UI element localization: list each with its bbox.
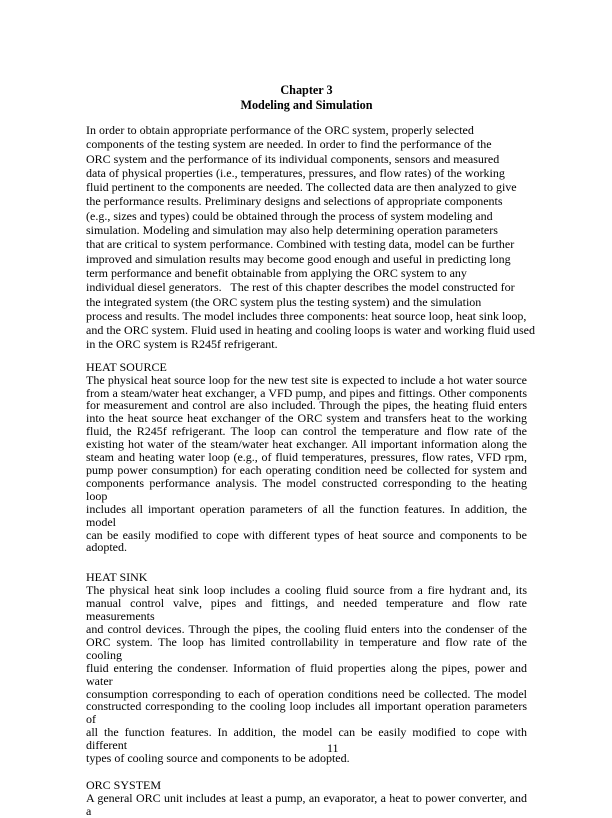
text-line: consumption corresponding to each of operation conditions need be collected. The model [86,686,527,701]
text-line: simulation. Modeling and simulation may also help determining operation parameters [86,223,498,238]
text-line: all the function features. In addition, the model can be easily modified to cope with different [86,725,527,753]
text-line: and the ORC system. Fluid used in heating and cooling loops is water and working fluid used [86,323,535,338]
text-line: includes all important operation parameters of all the function features. In addition, the model [86,501,527,529]
text-line: constructed corresponding to the cooling loop includes all important operation parameters of [86,699,527,727]
text-line: and control devices. Through the pipes, the cooling fluid enters into the condenser of the [86,621,527,636]
text-line: In order to obtain appropriate performance of the ORC system, properly selected [86,123,474,137]
page-content [86,83,535,818]
section-heat-sink [86,571,527,765]
chapter-heading-block [86,83,527,113]
text-line: ORC system and the performance of its individual components, sensors and measured [86,151,500,166]
text-line: fluid entering the condenser. Information of fluid properties along the pipes, power and water [86,660,527,688]
text-line: manual control valve, pipes and fittings, and needed temperature and flow rate measurements [86,596,527,624]
text-line: into the heat source heat exchanger of the ORC system and transfers heat to the working [86,411,527,426]
text-line: ORC system. The loop has limited controllability in temperature and flow rate of the cooling [86,634,527,662]
text-line: data of physical properties (i.e., temperatures, pressures, and flow rates) of the working [86,165,505,180]
intro-paragraph [86,123,535,352]
text-line: for measurement and control are also included. Through the pipes, the heating fluid enters [86,398,527,413]
text-line: the integrated system (the ORC system plus the testing system) and the simulation [86,294,482,309]
text-line: can be easily modified to cope with different types of heat source and components to be [86,527,527,542]
text-line: components of the testing system are needed. In order to find the performance of the [86,137,492,152]
section-heading: HEAT SOURCE [86,359,167,374]
chapter-title: Chapter 3 [280,83,333,97]
text-line: A general ORC unit includes at least a pump, an evaporator, a heat to power converter, and a [86,790,527,818]
text-line: fluid, the R245f refrigerant. The loop can control the temperature and flow rate of the [86,424,527,439]
text-line: The physical heat source loop for the new test site is expected to include a hot water source [86,372,527,387]
text-line: pump power consumption) for each operating condition need be collected for system and [86,463,527,477]
chapter-subtitle: Modeling and Simulation [240,98,373,112]
text-line: components performance analysis. The model constructed corresponding to the heating loop [86,475,527,503]
section-heading: HEAT SINK [86,570,148,585]
text-line: that are critical to system performance. Combined with testing data, model can be further [86,237,515,252]
text-line: (e.g., sizes and types) could be obtained through the process of system modeling and [86,208,493,223]
text-line: in the ORC system is R245f refrigerant. [86,337,278,352]
text-line: from a steam/water heat exchanger, a VFD pump, and pipes and fittings. Other components [86,385,527,400]
text-line: types of cooling source and components to be adopted. [86,751,350,766]
text-line: existing hot water of the steam/water heat exchanger. All important information along the [86,437,527,452]
section-heading: ORC SYSTEM [86,777,162,792]
section-heat-source [86,361,527,555]
text-line: adopted. [86,540,127,555]
text-line: The physical heat sink loop includes a cooling fluid source from a fire hydrant and, its [86,583,527,598]
text-line: process and results. The model includes three components: heat source loop, heat sink loop, [86,308,527,323]
text-line: individual diesel generators. The rest of this chapter describes the model constructed for [86,280,515,295]
page-number: 11 [327,741,339,755]
text-line: fluid pertinent to the components are needed. The collected data are then analyzed to give [86,180,517,195]
text-line: the performance results. Preliminary designs and selections of appropriate components [86,194,503,209]
text-line: steam and heating water loop (e.g., of fluid temperatures, pressures, flow rates, VFD rpm, [86,450,527,465]
text-line: term performance and benefit obtainable from applying the ORC system to any [86,265,467,280]
section-orc-system [86,779,527,818]
text-line: improved and simulation results may become good enough and useful in predicting long [86,251,511,266]
